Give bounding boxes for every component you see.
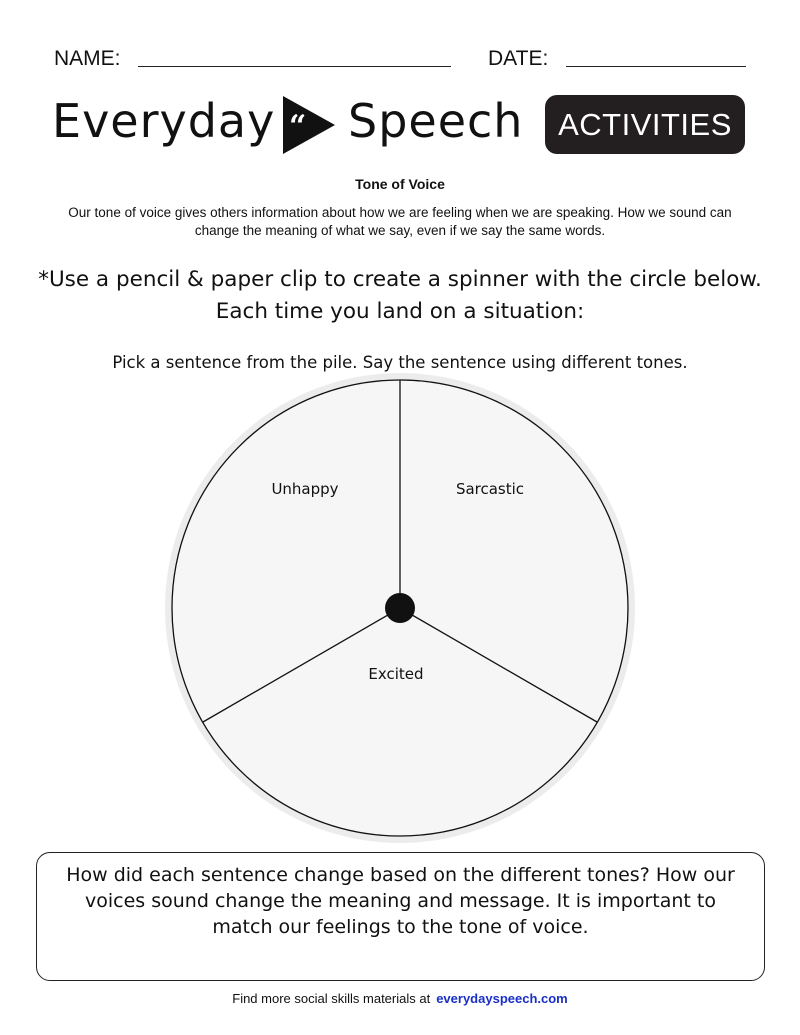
section-excited: Excited — [368, 665, 424, 683]
intro-text: Our tone of voice gives others information about how we are feeling when we are speaking. How we sound can change the meaning of what we say, even if we say the same words. — [68, 205, 732, 238]
footer-text: Find more social skills materials at — [232, 991, 431, 1006]
footer — [0, 991, 800, 1006]
name-field[interactable] — [138, 66, 451, 67]
date-label: DATE: — [488, 47, 549, 70]
instruction-line-2: Each time you land on a situation: — [215, 299, 585, 324]
section-unhappy: Unhappy — [271, 480, 339, 498]
logo-play-quote-icon — [281, 94, 337, 156]
section-sarcastic: Sarcastic — [455, 480, 525, 498]
spinner-wheel — [160, 370, 640, 846]
page-title: Tone of Voice — [355, 176, 445, 192]
instruction-line-1: *Use a pencil & paper clip to create a spinner with the circle below. — [38, 267, 762, 292]
activities-badge: ACTIVITIES — [545, 95, 745, 154]
instructions — [30, 264, 770, 328]
footer-link[interactable]: everydayspeech.com — [436, 991, 568, 1006]
name-label: NAME: — [54, 47, 121, 70]
logo-everyday: Everyday — [52, 94, 276, 148]
spinner-center-dot — [385, 593, 415, 623]
reflection-text: How did each sentence change based on the different tones? How our voices sound change the meaning and message. It is important to match our feelings to the tone of voice. — [66, 864, 735, 938]
reflection-box — [36, 852, 765, 981]
svg-text:“: “ — [289, 109, 307, 144]
date-field[interactable] — [566, 66, 746, 67]
sub-instruction: Pick a sentence from the pile. Say the sentence using different tones. — [112, 353, 688, 372]
logo-speech: Speech — [348, 94, 524, 148]
